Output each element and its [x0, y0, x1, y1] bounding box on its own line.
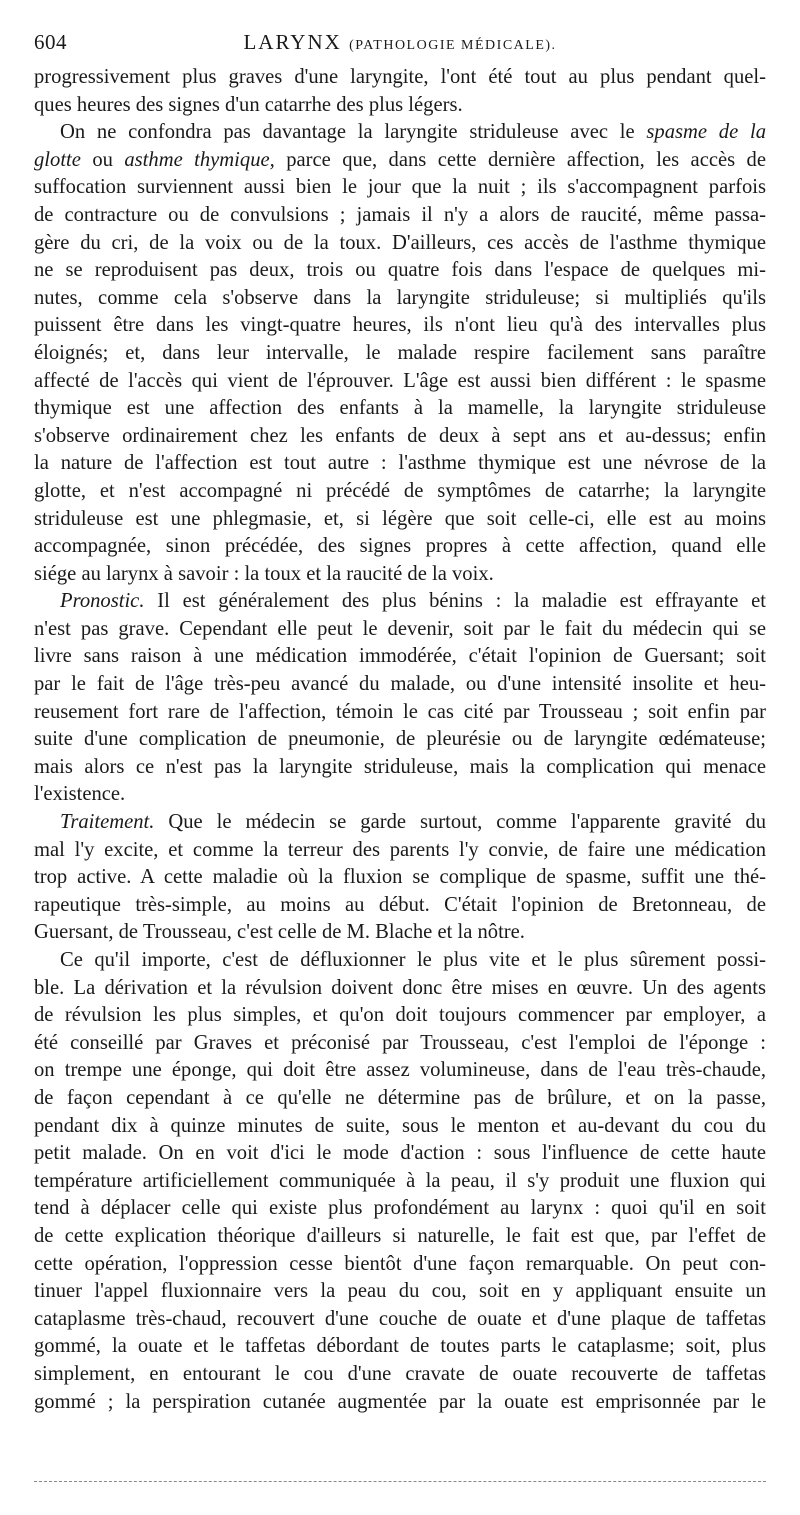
- text-line: n'est pas grave. Cependant elle peut le devenir, soit par le fait du médecin qui se: [34, 617, 766, 640]
- text-line: de cette explication théorique d'ailleurs si naturelle, le fait est que, par l'effet de: [34, 1224, 766, 1247]
- text-line: suffocation surviennent aussi bien le jour que la nuit ; ils s'accompagnent parfois: [34, 176, 766, 199]
- text-line: gère du cri, de la voix ou de la toux. D'ailleurs, ces accès de l'asthme thymique: [34, 231, 766, 254]
- text-line: nutes, comme cela s'observe dans la laryngite striduleuse; si multipliés qu'ils: [34, 286, 766, 309]
- text-line: Guersant, de Trousseau, c'est celle de M. Blache et la nôtre.: [34, 921, 525, 944]
- page: [34, 30, 766, 1416]
- text-line: par le fait de l'âge très-peu avancé du malade, ou d'une intensité insolite et heu-: [34, 673, 766, 696]
- text-line: siége au larynx à savoir : la toux et la raucité de la voix.: [34, 562, 494, 585]
- text-line: température artificiellement communiquée à la peau, il s'y produit une fluxion qui: [34, 1169, 766, 1192]
- text-line: mais alors ce n'est pas la laryngite striduleuse, mais la complication qui menace: [34, 755, 766, 778]
- text-run: Il est généralement des plus bénins : la maladie est effrayante et: [157, 590, 766, 613]
- text-line: de façon cependant à ce qu'elle ne détermine pas de brûlure, et on la passe,: [34, 1086, 766, 1109]
- text-line: gommé ; la perspiration cutanée augmentée par la ouate est emprisonnée par le: [34, 1390, 766, 1413]
- italic-term: glotte: [34, 148, 81, 171]
- section-heading-pronostic: Pronostic.: [60, 590, 145, 613]
- text-line: petit malade. On en voit d'ici le mode d'action : sous l'influence de cette haute: [34, 1142, 766, 1165]
- body-text: [34, 64, 766, 1416]
- running-title-main: LARYNX: [243, 30, 342, 54]
- running-title-subtitle: (PATHOLOGIE MÉDICALE).: [349, 38, 557, 53]
- text-run: parce que, dans cette dernière affection, les accès de: [286, 148, 766, 171]
- text-run: Que le médecin se garde surtout, comme l'apparente gravité du: [168, 811, 766, 834]
- text-line: ne se reproduisent pas deux, trois ou quatre fois dans l'espace de quelques mi-: [34, 259, 766, 282]
- text-line: accompagnée, sinon précédée, des signes propres à cette affection, quand elle: [34, 535, 766, 558]
- text-line: l'existence.: [34, 783, 126, 806]
- text-line: mal l'y excite, et comme la terreur des parents l'y convie, de faire une médication: [34, 838, 766, 861]
- text-line: [34, 147, 766, 175]
- text-line: cataplasme très-chaud, recouvert d'une couche de ouate et d'une plaque de taffetas: [34, 1307, 766, 1330]
- text-line: s'observe ordinairement chez les enfants de deux à sept ans et au-dessus; enfin: [34, 424, 766, 447]
- text-line: éloignés; et, dans leur intervalle, le malade respire facilement sans paraître: [34, 341, 766, 364]
- running-title: [34, 30, 766, 55]
- text-run: On ne confondra pas davantage la laryngite striduleuse avec le: [60, 121, 635, 144]
- text-line: gommé, la ouate et le taffetas débordant de toutes parts le cataplasme; soit, plus: [34, 1335, 766, 1358]
- text-line: suite d'une complication de pneumonie, de pleurésie ou de laryngite œdémateuse;: [34, 728, 766, 751]
- text-line: progressivement plus graves d'une laryngite, l'ont été tout au plus pendant quel-: [34, 66, 766, 88]
- text-line: tinuer l'appel fluxionnaire vers la peau du cou, soit en y appliquant ensuite un: [34, 1280, 766, 1303]
- text-line: ble. La dérivation et la révulsion doivent donc être mises en œuvre. Un des agents: [34, 976, 766, 999]
- italic-term: spasme de la: [646, 121, 766, 144]
- text-line: on trempe une éponge, qui doit être assez volumineuse, dans de l'eau très-chaude,: [34, 1059, 766, 1082]
- text-line: été conseillé par Graves et préconisé par Trousseau, c'est l'emploi de l'éponge :: [34, 1031, 766, 1054]
- page-number: 604: [34, 30, 67, 54]
- text-line: trop active. A cette maladie où la fluxion se complique de spasme, suffit une thé-: [34, 866, 766, 889]
- text-line: cette opération, l'oppression cesse bientôt d'une façon remarquable. On peut con-: [34, 1252, 766, 1275]
- text-line: pendant dix à quinze minutes de suite, sous le menton et au-devant du cou du: [34, 1114, 766, 1137]
- text-line: [34, 809, 766, 837]
- text-line: glotte, et n'est accompagné ni précédé de symptômes de catarrhe; la laryngite: [34, 479, 766, 502]
- text-line: ques heures des signes d'un catarrhe des plus légers.: [34, 93, 463, 116]
- text-line: Ce qu'il importe, c'est de défluxionner le plus vite et le plus sûrement possi-: [60, 949, 766, 971]
- footer-rule: [34, 1481, 766, 1482]
- text-line: affecté de l'accès qui vient de l'éprouver. L'âge est aussi bien différent : le spasme: [34, 369, 766, 392]
- text-line: tend à déplacer celle qui existe plus profondément au larynx : quoi qu'il en soit: [34, 1197, 766, 1220]
- text-line: de révulsion les plus simples, et qu'on doit toujours commencer par employer, a: [34, 1004, 766, 1027]
- italic-term: asthme thymique,: [124, 148, 275, 171]
- page-header: [34, 30, 766, 64]
- text-line: reusement fort rare de l'affection, témoin le cas cité par Trousseau ; soit enfin par: [34, 700, 766, 723]
- text-line: rapeutique très-simple, au moins au début. C'était l'opinion de Bretonneau, de: [34, 893, 766, 916]
- text-line: puissent être dans les vingt-quatre heures, ils n'ont lieu qu'à des intervalles plus: [34, 314, 766, 337]
- text-line: simplement, en entourant le cou d'une cravate de ouate recouverte de taffetas: [34, 1362, 766, 1385]
- text-run: ou: [92, 148, 113, 171]
- text-line: [34, 588, 766, 616]
- text-line: thymique est une affection des enfants à la mamelle, la laryngite striduleuse: [34, 397, 766, 420]
- text-line: striduleuse est une phlegmasie, et, si légère que soit celle-ci, elle est au moins: [34, 507, 766, 530]
- text-line: de contracture ou de convulsions ; jamais il n'y a alors de raucité, même passa-: [34, 203, 766, 226]
- text-line: livre sans raison à une médication immodérée, c'était l'opinion de Guersant; soit: [34, 645, 766, 668]
- section-heading-traitement: Traitement.: [60, 811, 155, 834]
- text-line: la nature de l'affection est tout autre : l'asthme thymique est une névrose de la: [34, 452, 766, 475]
- text-line: [34, 119, 766, 147]
